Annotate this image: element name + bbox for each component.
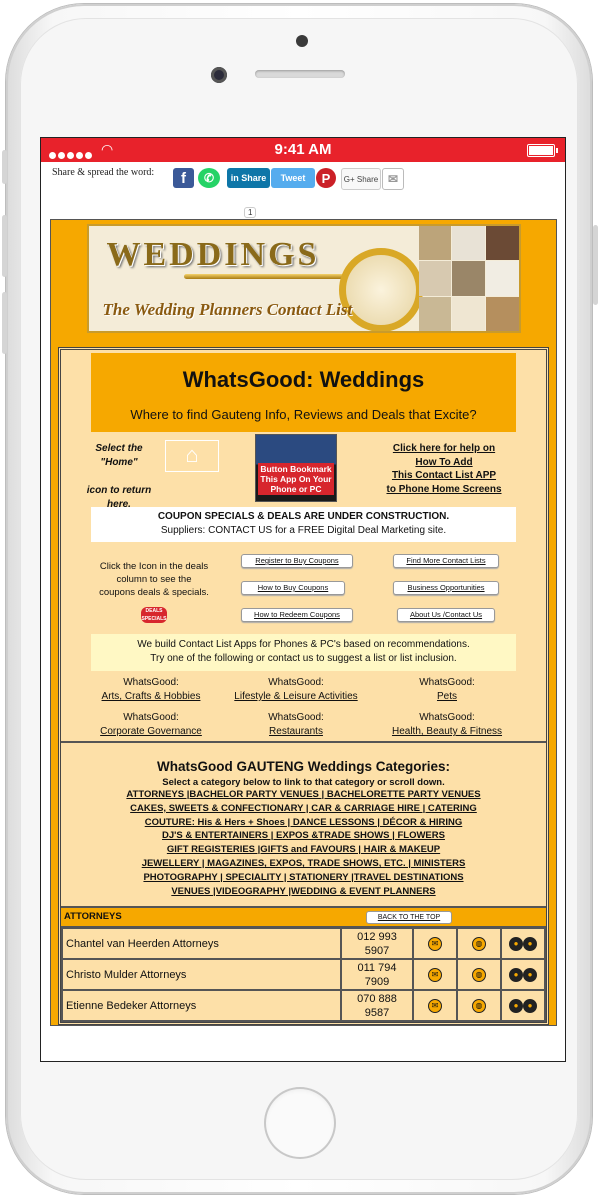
contact-list-note: We build Contact List Apps for Phones & PC's based on recommendations. Try one of the following or contact us to suggest a list or list inclusion. bbox=[91, 634, 516, 671]
power-button bbox=[593, 225, 598, 305]
categories-subtitle: Select a category below to link to that category or scroll down. bbox=[162, 777, 445, 788]
battery-icon bbox=[527, 144, 555, 157]
headline-box bbox=[91, 353, 516, 432]
category-links-row[interactable]: ATTORNEYS |BACHELOR PARTY VENUES | BACHELORETTE PARTY VENUES bbox=[126, 789, 481, 800]
categories-section bbox=[61, 741, 546, 906]
attorney-phone[interactable]: 011 794 7909 bbox=[341, 959, 413, 990]
coupon-construction-notice: COUPON SPECIALS & DEALS ARE UNDER CONSTRUCTION. Suppliers: CONTACT US for a FREE Digital Deal Marketing site. bbox=[91, 507, 516, 542]
clock: 9:41 AM bbox=[274, 141, 332, 158]
category-links-row[interactable]: CAKES, SWEETS & CONFECTIONARY | CAR & CARRIAGE HIRE | CATERING bbox=[130, 802, 477, 814]
bookmark-app-image[interactable]: Button Bookmark This App On Your Phone or PC bbox=[255, 434, 337, 502]
banner-photo-collage bbox=[419, 226, 519, 331]
volume-down-button bbox=[2, 292, 7, 354]
top-sensor bbox=[296, 35, 308, 47]
review-icon[interactable]: ● bbox=[509, 968, 523, 982]
select-home-hint: Select the "Home" icon to return here. bbox=[86, 443, 152, 510]
category-links-row[interactable]: COUTURE: His & Hers + Shoes | DANCE LESSONS | DÉCOR & HIRING bbox=[144, 816, 463, 828]
whatsapp-icon[interactable]: ✆ bbox=[198, 168, 220, 188]
attorney-name[interactable]: Chantel van Heerden Attorneys bbox=[62, 928, 341, 959]
share-bar bbox=[41, 162, 565, 218]
chat-icon[interactable]: ● bbox=[523, 968, 537, 982]
attorney-name[interactable]: Christo Mulder Attorneys bbox=[62, 959, 341, 990]
coupon-row bbox=[61, 542, 546, 628]
category-links-row[interactable]: PHOTOGRAPHY | SPECIALITY | STATIONERY |TRAVEL DESTINATIONS bbox=[143, 871, 464, 883]
table-row bbox=[62, 928, 545, 959]
home-button[interactable] bbox=[264, 1087, 336, 1159]
how-to-buy-coupons-button[interactable]: How to Buy Coupons bbox=[241, 581, 345, 595]
review-icon[interactable]: ● bbox=[509, 937, 523, 951]
volume-up-button bbox=[2, 215, 7, 277]
back-to-top-button[interactable]: BACK TO THE TOP bbox=[366, 911, 452, 924]
weddings-banner bbox=[87, 224, 521, 333]
email-icon[interactable]: ✉ bbox=[382, 168, 404, 190]
coupon-instructions: Click the Icon in the deals column to see the coupons deals & specials. bbox=[99, 561, 209, 598]
register-buy-coupons-button[interactable]: Register to Buy Coupons bbox=[241, 554, 353, 568]
attorney-name[interactable]: Etienne Bedeker Attorneys bbox=[62, 990, 341, 1021]
linkedin-share-button[interactable]: in Share bbox=[227, 168, 270, 188]
review-icon[interactable]: ● bbox=[509, 999, 523, 1013]
help-row bbox=[61, 432, 546, 510]
about-contact-us-button[interactable]: About Us /Contact Us bbox=[397, 608, 495, 622]
find-more-lists-button[interactable]: Find More Contact Lists bbox=[393, 554, 499, 568]
list-link-health-beauty[interactable]: WhatsGood: Health, Beauty & Fitness bbox=[391, 712, 503, 737]
wifi-icon: ◠ bbox=[101, 141, 114, 157]
category-links-row[interactable]: GIFT REGISTERIES |GIFTS and FAVOURS | HAIR & MAKEUP bbox=[166, 844, 441, 856]
website-globe-icon[interactable]: ◍ bbox=[472, 999, 486, 1013]
page-subtitle: Where to find Gauteng Info, Reviews and Deals that Excite? bbox=[130, 407, 477, 422]
attorneys-title: ATTORNEYS bbox=[64, 911, 122, 923]
list-link-arts-crafts[interactable]: WhatsGood: Arts, Crafts & Hobbies bbox=[101, 677, 201, 702]
pinterest-icon[interactable]: P bbox=[316, 168, 336, 188]
category-links-row[interactable]: DJ'S & ENTERTAINERS | EXPOS &TRADE SHOWS | FLOWERS bbox=[162, 830, 445, 842]
attorney-phone[interactable]: 070 888 9587 bbox=[341, 990, 413, 1021]
banner-subtitle: The Wedding Planners Contact List bbox=[102, 300, 353, 319]
list-link-pets[interactable]: WhatsGood: Pets bbox=[419, 677, 475, 702]
business-opportunities-button[interactable]: Business Opportunities bbox=[393, 581, 499, 595]
status-bar bbox=[41, 138, 565, 162]
linkedin-share-count: 1 bbox=[244, 207, 256, 218]
how-to-redeem-coupons-button[interactable]: How to Redeem Coupons bbox=[241, 608, 353, 622]
deals-specials-icon[interactable]: DEALS SPECIALS bbox=[141, 608, 167, 622]
page-content bbox=[50, 219, 557, 1026]
table-row bbox=[62, 959, 545, 990]
website-globe-icon[interactable]: ◍ bbox=[472, 937, 486, 951]
home-icon[interactable]: ⌂ bbox=[165, 440, 219, 472]
facebook-icon[interactable]: f bbox=[173, 168, 194, 188]
email-icon[interactable]: ✉ bbox=[428, 999, 442, 1013]
mute-switch bbox=[2, 150, 7, 184]
tweet-button[interactable]: Tweet bbox=[271, 168, 315, 188]
page-title: WhatsGood: Weddings bbox=[182, 367, 425, 392]
google-plus-share-button[interactable]: G+ Share bbox=[341, 168, 381, 190]
attorney-phone[interactable]: 012 993 5907 bbox=[341, 928, 413, 959]
earpiece-speaker bbox=[255, 70, 345, 78]
list-link-lifestyle[interactable]: WhatsGood: Lifestyle & Leisure Activities bbox=[234, 677, 358, 702]
list-link-restaurants[interactable]: WhatsGood: Restaurants bbox=[268, 712, 324, 737]
website-globe-icon[interactable]: ◍ bbox=[472, 968, 486, 982]
chat-icon[interactable]: ● bbox=[523, 937, 537, 951]
attorneys-table bbox=[61, 927, 546, 1022]
email-icon[interactable]: ✉ bbox=[428, 968, 442, 982]
share-label: Share & spread the word: bbox=[52, 167, 155, 178]
main-box bbox=[58, 347, 549, 1025]
other-lists-grid bbox=[61, 671, 546, 741]
email-icon[interactable]: ✉ bbox=[428, 937, 442, 951]
list-link-corporate-governance[interactable]: WhatsGood: Corporate Governance bbox=[100, 712, 202, 737]
attorneys-header bbox=[61, 906, 546, 927]
category-links-row[interactable]: JEWELLERY | MAGAZINES, EXPOS, TRADE SHOWS, ETC. | MINISTERS bbox=[141, 857, 466, 869]
front-camera bbox=[211, 67, 227, 83]
table-row bbox=[62, 990, 545, 1021]
categories-title: WhatsGood GAUTENG Weddings Categories: bbox=[156, 759, 450, 774]
chat-icon[interactable]: ● bbox=[523, 999, 537, 1013]
key-graphic bbox=[184, 274, 344, 279]
home-screen-help-link[interactable]: Click here for help on How To Add This Contact List APP to Phone Home Screens bbox=[386, 443, 502, 495]
category-links-row[interactable]: VENUES |VIDEOGRAPHY |WEDDING & EVENT PLANNERS bbox=[171, 885, 436, 897]
banner-title: WEDDINGS bbox=[106, 236, 320, 273]
screen bbox=[40, 137, 566, 1062]
